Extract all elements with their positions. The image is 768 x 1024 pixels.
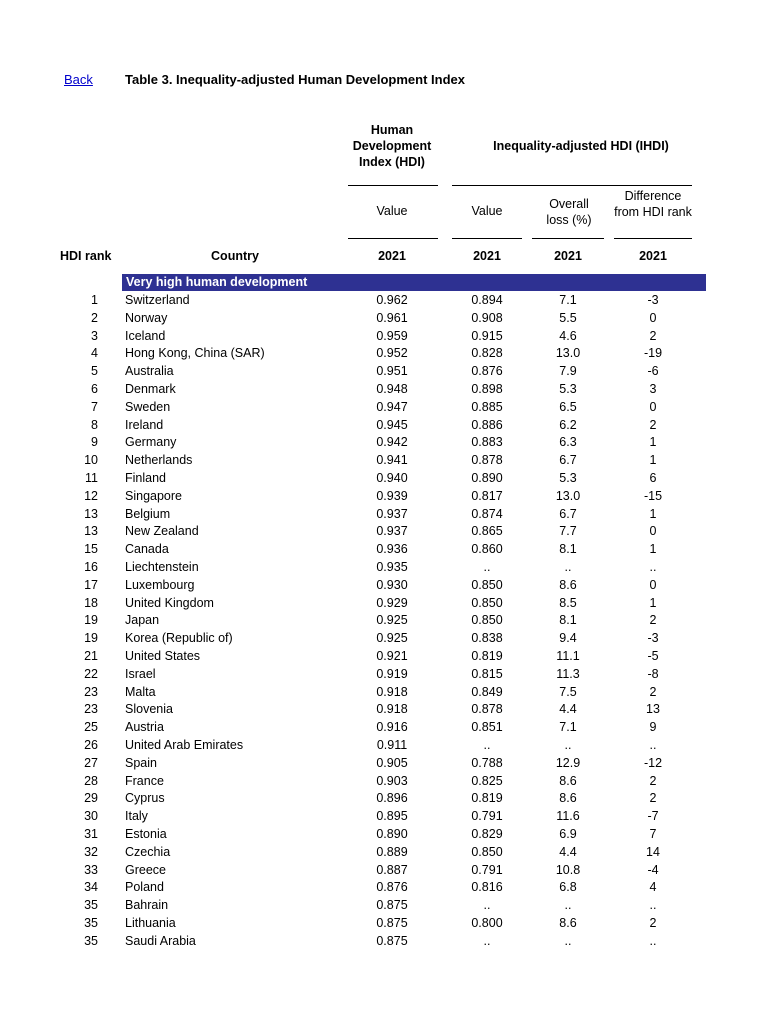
country-cell: Australia: [125, 364, 174, 379]
table-row: [0, 523, 768, 541]
difference-cell: 1: [649, 595, 657, 610]
overall-loss-cell: 6.8: [559, 880, 577, 895]
difference-cell: -12: [643, 755, 663, 770]
difference-cell: ..: [649, 737, 657, 752]
hdi-value-cell: 0.962: [376, 293, 408, 307]
ihdi-value-cell: 0.791: [471, 809, 503, 824]
overall-loss-cell: 4.4: [559, 702, 577, 717]
hdi-value-rule: [348, 238, 438, 239]
overall-loss-cell: 7.5: [559, 684, 577, 699]
rank-cell: 32: [84, 844, 98, 859]
table-row: [0, 933, 768, 951]
rank-cell: 17: [84, 577, 98, 592]
table-row: [0, 381, 768, 399]
rank-cell: 31: [84, 826, 98, 841]
overall-loss-cell: ..: [564, 559, 572, 574]
difference-cell: 2: [649, 773, 657, 788]
country-cell: Poland: [125, 880, 164, 895]
overall-loss-cell: 5.3: [559, 470, 577, 485]
ihdi-value-cell: 0.816: [471, 880, 503, 895]
country-cell: Cyprus: [125, 791, 165, 806]
hdi-value-cell: 0.919: [376, 666, 408, 681]
country-cell: Singapore: [125, 488, 182, 503]
overall-loss-cell: 7.9: [559, 364, 577, 379]
rank-cell: 21: [84, 648, 98, 663]
country-cell: Saudi Arabia: [125, 933, 196, 948]
ihdi-value-cell: 0.898: [471, 381, 503, 396]
country-cell: Luxembourg: [125, 577, 195, 592]
hdi-value-cell: 0.952: [376, 346, 408, 361]
table-row: [0, 915, 768, 933]
difference-cell: ..: [649, 933, 657, 948]
difference-cell: 13: [646, 702, 660, 717]
rank-cell: 26: [84, 737, 98, 752]
difference-cell: -8: [647, 666, 659, 681]
hdi-value-cell: 0.951: [376, 364, 408, 379]
difference-cell: 1: [649, 542, 657, 557]
rank-cell: 15: [84, 542, 98, 557]
difference-cell: -5: [647, 648, 659, 663]
ihdi-value-cell: 0.890: [471, 470, 503, 485]
rank-cell: 23: [84, 702, 98, 717]
overall-loss-cell: 8.5: [559, 595, 577, 610]
overall-loss-cell: 11.1: [556, 648, 580, 663]
difference-header: Difference from HDI rank: [614, 189, 692, 219]
country-header: Country: [211, 249, 259, 263]
rank-cell: 35: [84, 915, 98, 930]
rank-cell: 35: [84, 898, 98, 913]
rank-cell: 33: [84, 862, 98, 877]
rank-cell: 11: [85, 470, 98, 485]
hdi-value-cell: 0.948: [376, 381, 408, 396]
rank-header: HDI rank: [60, 249, 112, 263]
ihdi-value-cell: 0.815: [471, 666, 503, 681]
difference-cell: 1: [649, 453, 657, 468]
rank-cell: 22: [84, 666, 98, 681]
overall-loss-cell: 11.6: [556, 809, 580, 824]
table-row: [0, 773, 768, 791]
difference-cell: 4: [649, 880, 657, 895]
table-row: [0, 684, 768, 702]
country-cell: Norway: [125, 310, 168, 325]
table-body: [0, 292, 768, 950]
rank-cell: 13: [84, 524, 98, 539]
table-row: [0, 648, 768, 666]
country-cell: Ireland: [125, 417, 164, 432]
table-row: [0, 559, 768, 577]
rank-cell: 13: [84, 506, 98, 521]
ihdi-value-cell: 0.851: [471, 720, 503, 735]
rank-cell: 10: [84, 453, 98, 468]
table-row: [0, 399, 768, 417]
difference-cell: 0: [649, 577, 657, 592]
table-row: [0, 666, 768, 684]
ihdi-value-cell: 0.825: [471, 773, 503, 788]
overall-loss-cell: 5.3: [559, 381, 577, 396]
ihdi-value-cell: 0.878: [471, 453, 503, 468]
rank-cell: 12: [84, 488, 98, 503]
overall-loss-header: Overall loss (%): [546, 197, 592, 227]
hdi-value-cell: 0.939: [376, 488, 408, 503]
hdi-value-cell: 0.942: [376, 435, 408, 450]
overall-loss-cell: ..: [564, 737, 572, 752]
table-row: [0, 897, 768, 915]
country-cell: United States: [125, 648, 201, 663]
difference-cell: 2: [649, 417, 657, 432]
rank-cell: 25: [84, 720, 98, 735]
year-diff-header: 2021: [639, 249, 667, 263]
difference-cell: ..: [649, 559, 657, 574]
ihdi-value-header: Value: [471, 204, 503, 218]
rank-cell: 3: [91, 328, 98, 343]
hdi-value-header: Value: [376, 204, 408, 218]
country-cell: Liechtenstein: [125, 559, 199, 574]
difference-cell: 7: [649, 826, 657, 841]
hdi-value-cell: 0.941: [376, 453, 408, 468]
hdi-value-cell: 0.911: [376, 737, 408, 752]
ihdi-value-cell: 0.829: [471, 826, 503, 841]
country-cell: Sweden: [125, 399, 171, 414]
overall-loss-cell: 10.8: [555, 862, 581, 877]
hdi-value-cell: 0.916: [376, 720, 408, 735]
table-row: [0, 737, 768, 755]
country-cell: France: [125, 773, 164, 788]
hdi-value-cell: 0.937: [376, 506, 408, 521]
ihdi-value-cell: 0.860: [471, 542, 503, 557]
country-cell: Denmark: [125, 381, 176, 396]
difference-cell: 0: [649, 524, 657, 539]
ihdi-value-cell: 0.819: [471, 648, 503, 663]
overall-loss-cell: 8.6: [559, 915, 577, 930]
country-cell: United Kingdom: [125, 595, 214, 610]
hdi-value-cell: 0.875: [376, 933, 408, 948]
ihdi-value-cell: 0.883: [471, 435, 503, 450]
ihdi-group-header: Inequality-adjusted HDI (IHDI): [493, 139, 669, 153]
ihdi-value-cell: ..: [483, 737, 491, 752]
hdi-value-cell: 0.889: [376, 844, 408, 859]
ihdi-value-cell: 0.791: [471, 862, 503, 877]
rank-cell: 4: [91, 346, 98, 361]
rank-cell: 28: [84, 773, 98, 788]
overall-loss-cell: 6.7: [559, 453, 577, 468]
difference-cell: -6: [647, 364, 659, 379]
hdi-value-cell: 0.918: [376, 684, 408, 699]
table-row: [0, 755, 768, 773]
difference-cell: 1: [649, 506, 657, 521]
rank-cell: 23: [84, 684, 98, 699]
ihdi-value-cell: 0.908: [471, 310, 503, 325]
country-cell: Japan: [125, 613, 160, 628]
rank-cell: 30: [84, 809, 98, 824]
hdi-value-cell: 0.905: [376, 755, 408, 770]
rank-cell: 27: [84, 755, 98, 770]
rank-cell: 2: [91, 310, 98, 325]
country-cell: Italy: [125, 809, 148, 824]
table-row: [0, 595, 768, 613]
table-row: [0, 488, 768, 506]
group-bar-very-high: Very high human development: [122, 274, 706, 291]
hdi-value-cell: 0.936: [376, 542, 408, 557]
rank-cell: 8: [91, 417, 98, 432]
rank-cell: 35: [84, 933, 98, 948]
difference-cell: ..: [649, 898, 657, 913]
table-row: [0, 470, 768, 488]
hdi-value-cell: 0.925: [376, 631, 408, 646]
ihdi-value-cell: 0.874: [471, 506, 503, 521]
hdi-value-cell: 0.896: [376, 791, 408, 806]
overall-loss-cell: 7.1: [559, 720, 577, 735]
overall-loss-cell: 4.6: [559, 328, 577, 343]
overall-loss-cell: 8.6: [559, 791, 577, 806]
ihdi-value-cell: 0.915: [471, 328, 503, 343]
hdi-value-cell: 0.930: [376, 577, 408, 592]
rank-cell: 19: [84, 613, 98, 628]
hdi-value-cell: 0.935: [376, 559, 408, 574]
country-cell: Belgium: [125, 506, 171, 521]
table-row: [0, 452, 768, 470]
country-cell: Estonia: [125, 826, 167, 841]
hdi-value-cell: 0.961: [376, 310, 408, 325]
country-cell: Korea (Republic of): [125, 631, 233, 646]
difference-cell: 9: [649, 720, 657, 735]
rank-cell: 29: [84, 791, 98, 806]
table-row: [0, 310, 768, 328]
hdi-value-cell: 0.903: [376, 773, 408, 788]
overall-loss-cell: 6.3: [559, 435, 577, 450]
ihdi-value-cell: 0.788: [471, 755, 503, 770]
difference-cell: 2: [649, 613, 657, 628]
overall-loss-cell: 8.1: [559, 542, 577, 557]
overall-loss-cell: 4.4: [559, 844, 577, 859]
difference-cell: 14: [646, 844, 660, 859]
table-row: [0, 434, 768, 452]
hdi-value-cell: 0.929: [376, 595, 408, 610]
rank-cell: 9: [91, 435, 98, 450]
ihdi-value-cell: 0.828: [471, 346, 503, 361]
overall-loss-cell: 8.6: [559, 773, 577, 788]
difference-cell: 0: [649, 399, 657, 414]
rank-cell: 19: [84, 631, 98, 646]
table-row: [0, 363, 768, 381]
overall-loss-cell: 8.1: [559, 613, 577, 628]
overall-loss-cell: 12.9: [555, 755, 581, 770]
ihdi-value-cell: ..: [483, 559, 491, 574]
country-cell: Malta: [125, 684, 156, 699]
table-row: [0, 417, 768, 435]
difference-cell: 2: [649, 791, 657, 806]
ihdi-value-cell: ..: [483, 898, 491, 913]
table-row: [0, 541, 768, 559]
table-row: [0, 701, 768, 719]
difference-cell: 2: [649, 328, 657, 343]
difference-cell: 6: [649, 470, 657, 485]
difference-cell: 2: [649, 915, 657, 930]
ihdi-value-cell: 0.876: [471, 364, 503, 379]
ihdi-value-cell: 0.885: [471, 399, 503, 414]
difference-cell: -7: [647, 809, 659, 824]
country-cell: Slovenia: [125, 702, 173, 717]
hdi-value-cell: 0.875: [376, 915, 408, 930]
overall-loss-cell: 11.3: [556, 666, 580, 681]
country-cell: Netherlands: [125, 453, 193, 468]
ihdi-value-cell: 0.850: [471, 844, 503, 859]
overall-loss-cell: 6.9: [559, 826, 577, 841]
difference-cell: 1: [649, 435, 657, 450]
difference-cell: 2: [649, 684, 657, 699]
diff-rule: [614, 238, 692, 239]
table-row: [0, 808, 768, 826]
country-cell: New Zealand: [125, 524, 199, 539]
hdi-value-cell: 0.937: [376, 524, 408, 539]
rank-cell: 6: [91, 381, 98, 396]
difference-cell: -3: [647, 293, 659, 307]
overall-loss-cell: 7.7: [559, 524, 577, 539]
ihdi-value-rule: [452, 238, 522, 239]
table-row: [0, 506, 768, 524]
hdi-value-cell: 0.959: [376, 328, 408, 343]
country-cell: Finland: [125, 470, 166, 485]
table-row: [0, 790, 768, 808]
hdi-value-cell: 0.947: [376, 399, 408, 414]
difference-cell: 0: [649, 310, 657, 325]
ihdi-value-cell: 0.850: [471, 613, 503, 628]
ihdi-value-cell: 0.819: [471, 791, 503, 806]
country-cell: Lithuania: [125, 915, 176, 930]
table-row: [0, 577, 768, 595]
table-title: Table 3. Inequality-adjusted Human Development Index: [125, 72, 465, 87]
country-cell: Switzerland: [125, 293, 190, 307]
country-cell: Greece: [125, 862, 166, 877]
year-hdi-header: 2021: [378, 249, 406, 263]
country-cell: Hong Kong, China (SAR): [125, 346, 265, 361]
overall-loss-cell: 13.0: [555, 488, 581, 503]
hdi-value-cell: 0.918: [376, 702, 408, 717]
overall-loss-cell: 6.5: [559, 399, 577, 414]
hdi-group-header: Human Development Index (HDI): [352, 123, 432, 169]
rank-cell: 1: [91, 293, 98, 307]
table-row: [0, 292, 768, 310]
overall-loss-cell: 5.5: [559, 310, 577, 325]
rank-cell: 7: [91, 399, 98, 414]
hdi-value-cell: 0.895: [376, 809, 408, 824]
ihdi-value-cell: 0.800: [471, 915, 503, 930]
country-cell: Austria: [125, 720, 164, 735]
ihdi-value-cell: 0.838: [471, 631, 503, 646]
table-row: [0, 328, 768, 346]
country-cell: Spain: [125, 755, 157, 770]
overall-loss-cell: 7.1: [559, 293, 577, 307]
overall-loss-cell: 6.7: [559, 506, 577, 521]
difference-cell: -4: [647, 862, 659, 877]
table-row: [0, 844, 768, 862]
hdi-value-cell: 0.921: [376, 648, 408, 663]
difference-cell: -15: [643, 488, 663, 503]
country-cell: United Arab Emirates: [125, 737, 244, 752]
rank-cell: 34: [84, 880, 98, 895]
overall-loss-cell: 8.6: [559, 577, 577, 592]
hdi-value-cell: 0.945: [376, 417, 408, 432]
rank-cell: 5: [91, 364, 98, 379]
table-row: [0, 345, 768, 363]
ihdi-value-cell: 0.849: [471, 684, 503, 699]
table-row: [0, 826, 768, 844]
ihdi-value-cell: 0.850: [471, 577, 503, 592]
hdi-value-cell: 0.876: [376, 880, 408, 895]
overall-loss-cell: 9.4: [559, 631, 577, 646]
overall-loss-cell: ..: [564, 898, 572, 913]
ihdi-value-cell: 0.850: [471, 595, 503, 610]
hdi-value-cell: 0.875: [376, 898, 408, 913]
year-ihdi-header: 2021: [473, 249, 501, 263]
year-loss-header: 2021: [554, 249, 582, 263]
table-row: [0, 879, 768, 897]
rank-cell: 16: [84, 559, 98, 574]
hdi-value-cell: 0.887: [376, 862, 408, 877]
table-row: [0, 612, 768, 630]
table-row: [0, 630, 768, 648]
hdi-value-cell: 0.925: [376, 613, 408, 628]
overall-loss-cell: 6.2: [559, 417, 577, 432]
table-row: [0, 862, 768, 880]
country-cell: Iceland: [125, 328, 166, 343]
difference-cell: 3: [649, 381, 657, 396]
ihdi-value-cell: 0.817: [471, 488, 503, 503]
hdi-value-cell: 0.890: [376, 826, 408, 841]
ihdi-value-cell: ..: [483, 933, 491, 948]
hdi-value-cell: 0.940: [376, 470, 408, 485]
country-cell: Bahrain: [125, 898, 169, 913]
ihdi-value-cell: 0.894: [471, 293, 503, 307]
overall-loss-cell: ..: [564, 933, 572, 948]
ihdi-value-cell: 0.886: [471, 417, 503, 432]
country-cell: Czechia: [125, 844, 171, 859]
ihdi-value-cell: 0.878: [471, 702, 503, 717]
ihdi-group-rule: [452, 185, 692, 186]
country-cell: Israel: [125, 666, 156, 681]
overall-loss-cell: 13.0: [555, 346, 581, 361]
difference-cell: -3: [647, 631, 659, 646]
country-cell: Germany: [125, 435, 177, 450]
table-row: [0, 719, 768, 737]
back-link[interactable]: Back: [64, 72, 93, 87]
ihdi-value-cell: 0.865: [471, 524, 503, 539]
rank-cell: 18: [84, 595, 98, 610]
loss-rule: [532, 238, 604, 239]
difference-cell: -19: [643, 346, 663, 361]
hdi-group-rule: [348, 185, 438, 186]
country-cell: Canada: [125, 542, 169, 557]
